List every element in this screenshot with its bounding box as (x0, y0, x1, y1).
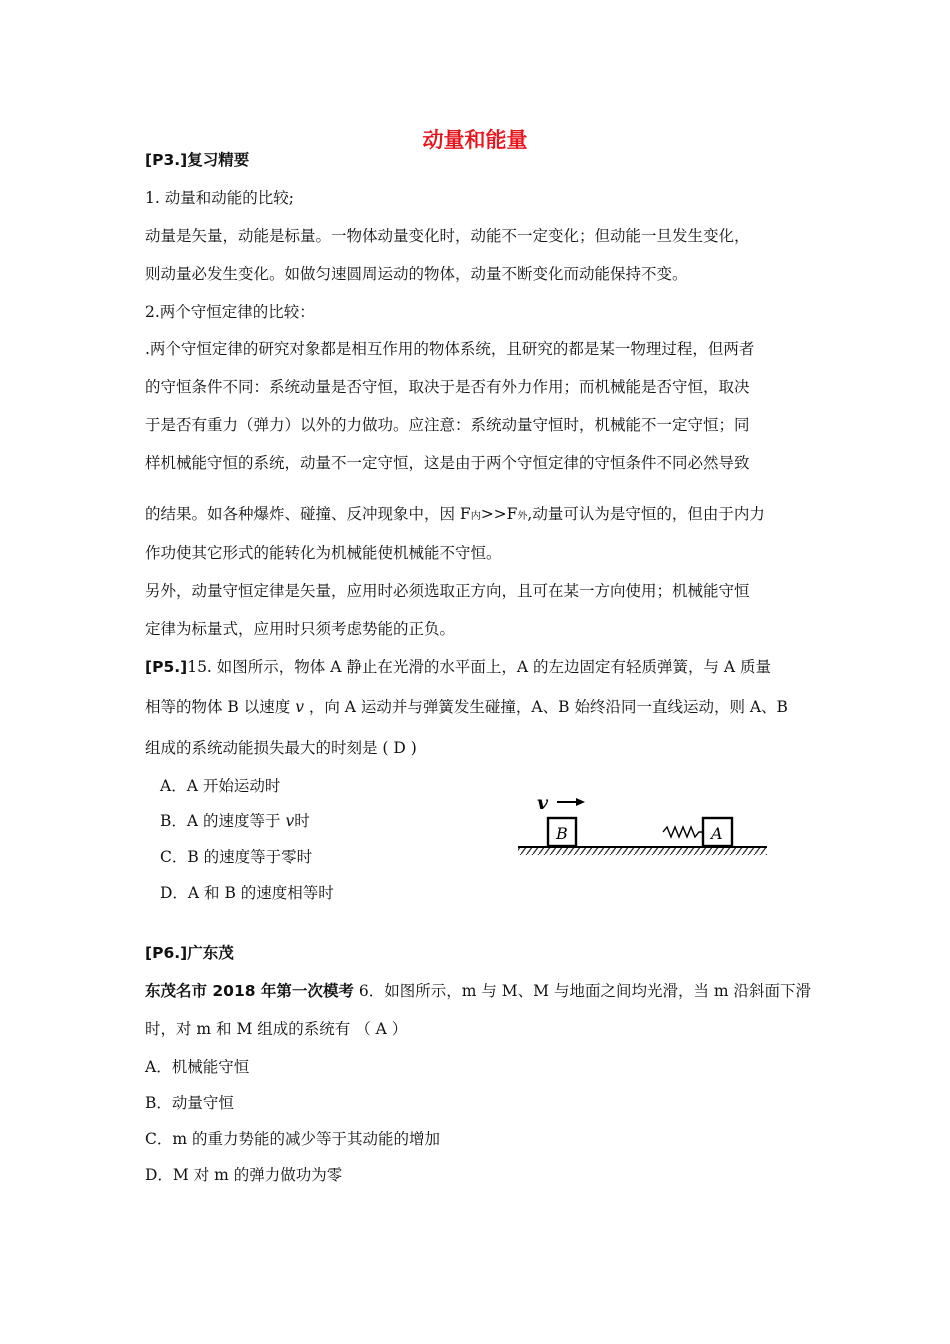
text-fragment: 15. 如图所示，物体 A 静止在光滑的水平面上，A 的左边固定有轻质弹簧，与 A 质量 (187, 658, 771, 676)
question-6-line (145, 981, 811, 1001)
exam-source: 东茂名市 2018 年第一次模考 (145, 982, 354, 1000)
paragraph-line: .两个守恒定律的研究对象都是相互作用的物体系统，且研究的都是某一物理过程，但两者 (145, 340, 755, 358)
heading-1: 1. 动量和动能的比较; (145, 189, 294, 207)
text-fragment: >>F (480, 505, 518, 523)
paragraph-line: 样机械能守恒的系统，动量不一定守恒，这是由于两个守恒定律的守恒条件不同必然导致 (145, 454, 750, 472)
subscript-outer: 外 (517, 511, 528, 522)
paragraph-line: 的守恒条件不同：系统动量是否守恒，取决于是否有外力作用；而机械能是否守恒，取决 (145, 378, 750, 396)
page-title: 动量和能量 (422, 128, 528, 152)
arrow-head (576, 798, 585, 806)
collision-diagram (515, 790, 775, 862)
question-15-line: 组成的系统动能损失最大的时刻是 ( D ) (145, 739, 417, 757)
paragraph-line: 作功使其它形式的能转化为机械能使机械能不守恒。 (145, 544, 502, 562)
paragraph-line: 定律为标量式，应用时只须考虑势能的正负。 (145, 620, 456, 638)
question-6-line: 时，对 m 和 M 组成的系统有 （ A ） (145, 1020, 408, 1038)
option-a: A．A 开始运动时 (160, 777, 281, 795)
block-a-label: A (711, 824, 723, 843)
paragraph-line-formula (145, 504, 765, 527)
question-15-line (145, 697, 788, 717)
spring-icon (663, 827, 703, 837)
text-fragment: ，向 A 运动并与弹簧发生碰撞，A、B 始终沿同一直线运动，则 A、B (303, 698, 788, 716)
text-fragment: 的结果。如各种爆炸、碰撞、反冲现象中，因 F (145, 505, 471, 523)
paragraph-line: 另外，动量守恒定律是矢量，应用时必须选取正方向，且可在某一方向使用；机械能守恒 (145, 582, 750, 600)
text-fragment: 相等的物体 B 以速度 (145, 698, 296, 716)
option-d: D．M 对 m 的弹力做功为零 (145, 1166, 343, 1184)
paragraph-line: 则动量必发生变化。如做匀速圆周运动的物体，动量不断变化而动能保持不变。 (145, 265, 688, 283)
paragraph-line: 于是否有重力（弹力）以外的力做功。应注意：系统动量守恒时，机械能不一定守恒；同 (145, 416, 750, 434)
option-b: B．动量守恒 (145, 1094, 234, 1112)
section-tag-guangdong: [P6.]广东茂 (145, 944, 234, 962)
text-fragment: ,动量可认为是守恒的，但由于内力 (527, 505, 765, 523)
ground-hatch (518, 848, 767, 855)
option-c: C．B 的速度等于零时 (160, 848, 313, 866)
paragraph-line: 动量是矢量，动能是标量。一物体动量变化时，动能不一定变化；但动能一旦发生变化， (145, 227, 750, 245)
option-c: C．m 的重力势能的减少等于其动能的增加 (145, 1130, 440, 1148)
question-tag: [P5.] (145, 658, 188, 676)
question-15-line (145, 657, 771, 677)
option-b (160, 811, 310, 831)
heading-2: 2.两个守恒定律的比较： (145, 303, 315, 321)
velocity-symbol: v (295, 698, 304, 716)
text-fragment: 6．如图所示，m 与 M、M 与地面之间均光滑，当 m 沿斜面下滑 (353, 982, 812, 1000)
velocity-symbol: v (285, 812, 295, 830)
text-fragment: 时 (294, 812, 310, 830)
block-b-label: B (556, 824, 568, 843)
option-a: A．机械能守恒 (145, 1058, 250, 1076)
text-fragment: B．A 的速度等于 (160, 812, 286, 830)
velocity-label: v (537, 792, 549, 814)
option-d: D．A 和 B 的速度相等时 (160, 884, 334, 902)
section-tag-review: [P3.]复习精要 (145, 151, 250, 169)
subscript-inner: 内 (470, 511, 481, 522)
